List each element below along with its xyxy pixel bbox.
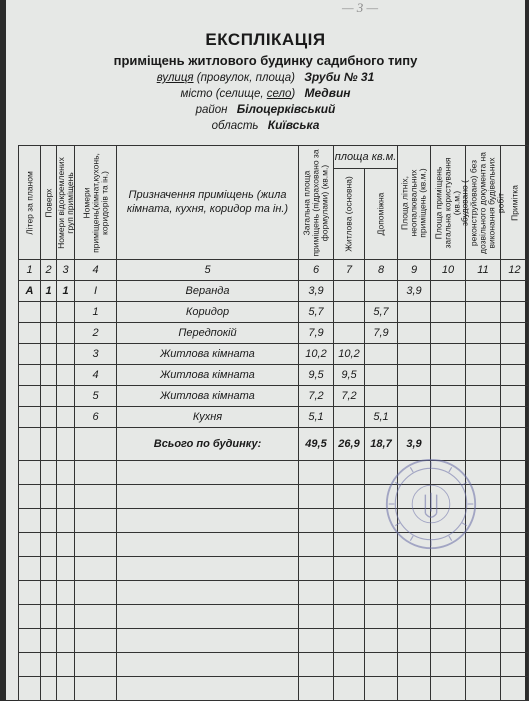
column-number-row: [19, 260, 529, 281]
cell-grupa: 1: [57, 281, 75, 302]
cell-grupa: [57, 365, 75, 386]
cell-empty: [466, 302, 501, 323]
column-number: 10: [431, 260, 466, 281]
region-label: область: [211, 120, 259, 132]
col-header-litni: Площа літніх, неопалювальних приміщень (кв.м.): [398, 146, 431, 260]
cell-poverkh: [41, 365, 57, 386]
col-header-zahalnoho: Площа приміщень загальна користування (кв.м.): [431, 146, 466, 260]
cell-empty: [431, 386, 466, 407]
table-row: [19, 302, 529, 323]
document-header: [6, 30, 525, 132]
cell-zhytlova: 10,2: [334, 344, 365, 365]
total-row: [19, 428, 529, 461]
total-zhytlova: 26,9: [334, 428, 365, 461]
cell-dopomizhna: [365, 365, 398, 386]
col-header-grupy: Номери відокремлених груп приміщень: [57, 146, 75, 260]
street-label-pre: вулиця: [156, 72, 194, 84]
cell-zahalna: 9,5: [299, 365, 334, 386]
col-header-zbudovano: збудовано ( реконструйовано) без дозвільного документа на виконання будівельних робіт: [466, 146, 501, 260]
cell-poverkh: [41, 344, 57, 365]
cell-nomer: I: [75, 281, 117, 302]
col-header-pryznachennia: Призначення приміщень (жила кімната, кухня, коридор та ін.): [117, 146, 299, 260]
cell-nazva: Передпокій: [117, 323, 299, 344]
region-line: [6, 118, 525, 132]
cell-litni: [398, 323, 431, 344]
cell-empty: [501, 386, 529, 407]
col-header-zhytlova: Житлова (основна): [334, 169, 365, 260]
empty-row: [19, 653, 529, 677]
table-row: [19, 407, 529, 428]
district-value: Білоцерківський: [236, 102, 336, 116]
cell-empty: [431, 323, 466, 344]
col-header-dopomizhna: Допоміжна: [365, 169, 398, 260]
cell-nomer: 3: [75, 344, 117, 365]
cell-zhytlova: [334, 281, 365, 302]
empty-row: [19, 677, 529, 701]
cell-empty: [466, 407, 501, 428]
cell-empty: [431, 365, 466, 386]
cell-dopomizhna: [365, 344, 398, 365]
column-number: 1: [19, 260, 41, 281]
empty-row: [19, 605, 529, 629]
column-number: 11: [466, 260, 501, 281]
cell-litera: [19, 344, 41, 365]
table-row: [19, 365, 529, 386]
cell-poverkh: [41, 407, 57, 428]
total-litni: 3,9: [398, 428, 431, 461]
cell-litni: 3,9: [398, 281, 431, 302]
street-line: [6, 70, 525, 84]
cell-litera: А: [19, 281, 41, 302]
cell-zhytlova: [334, 407, 365, 428]
table-row: [19, 281, 529, 302]
cell-grupa: [57, 302, 75, 323]
document-title: ЕКСПЛІКАЦІЯ: [205, 30, 326, 49]
city-label-pre: місто (селище,: [180, 88, 264, 100]
column-number: 8: [365, 260, 398, 281]
cell-nazva: Житлова кімната: [117, 386, 299, 407]
cell-empty: [501, 365, 529, 386]
col-header-prymitka: Примітка: [501, 146, 529, 260]
cell-litera: [19, 365, 41, 386]
cell-empty: [466, 386, 501, 407]
empty-row: [19, 581, 529, 605]
cell-zahalna: 5,7: [299, 302, 334, 323]
cell-grupa: [57, 386, 75, 407]
cell-poverkh: [41, 386, 57, 407]
cell-empty: [501, 344, 529, 365]
table-row: [19, 323, 529, 344]
cell-grupa: [57, 407, 75, 428]
cell-zhytlova: 9,5: [334, 365, 365, 386]
district-label: район: [195, 104, 228, 116]
cell-empty: [501, 323, 529, 344]
cell-litni: [398, 386, 431, 407]
cell-nomer: 2: [75, 323, 117, 344]
column-number: 12: [501, 260, 529, 281]
cell-litera: [19, 323, 41, 344]
col-header-zahalna: Загальна площа приміщень (підраховано за формулами) (кв.м.): [299, 146, 334, 260]
cell-nazva: Коридор: [117, 302, 299, 323]
cell-empty: [431, 407, 466, 428]
page-mark: — 3 —: [342, 0, 379, 15]
cell-nomer: 6: [75, 407, 117, 428]
column-number: 7: [334, 260, 365, 281]
document-page: [6, 0, 525, 700]
cell-zahalna: 7,2: [299, 386, 334, 407]
cell-nazva: Житлова кімната: [117, 344, 299, 365]
cell-zahalna: 10,2: [299, 344, 334, 365]
col-header-poverkh: Поверх: [41, 146, 57, 260]
cell-nazva: Веранда: [117, 281, 299, 302]
cell-empty: [431, 344, 466, 365]
cell-litera: [19, 407, 41, 428]
cell-nazva: Житлова кімната: [117, 365, 299, 386]
cell-zahalna: 5,1: [299, 407, 334, 428]
explication-table: [18, 145, 529, 701]
column-number: 5: [117, 260, 299, 281]
cell-zahalna: 7,9: [299, 323, 334, 344]
cell-empty: [501, 281, 529, 302]
cell-zhytlova: [334, 302, 365, 323]
total-zahalna: 49,5: [299, 428, 334, 461]
column-number: 9: [398, 260, 431, 281]
cell-nomer: 5: [75, 386, 117, 407]
cell-litni: [398, 344, 431, 365]
cell-dopomizhna: 5,1: [365, 407, 398, 428]
cell-poverkh: [41, 323, 57, 344]
cell-empty: [501, 407, 529, 428]
cell-empty: [466, 365, 501, 386]
district-line: [6, 102, 525, 116]
cell-dopomizhna: [365, 386, 398, 407]
header-row: [19, 146, 529, 169]
empty-row: [19, 629, 529, 653]
region-value: Київська: [267, 118, 320, 132]
official-seal-stamp: [384, 457, 478, 551]
cell-litni: [398, 302, 431, 323]
city-label-post: ): [291, 88, 296, 100]
document-subtitle: приміщень житлового будинку садибного типу: [113, 53, 418, 68]
cell-poverkh: [41, 302, 57, 323]
cell-nomer: 1: [75, 302, 117, 323]
cell-empty: [466, 344, 501, 365]
table-row: [19, 386, 529, 407]
cell-empty: [431, 302, 466, 323]
total-dopomizhna: 18,7: [365, 428, 398, 461]
cell-poverkh: 1: [41, 281, 57, 302]
cell-dopomizhna: 7,9: [365, 323, 398, 344]
cell-empty: [501, 302, 529, 323]
cell-empty: [466, 281, 501, 302]
column-number: 3: [57, 260, 75, 281]
cell-litni: [398, 365, 431, 386]
cell-nazva: Кухня: [117, 407, 299, 428]
column-number: 2: [41, 260, 57, 281]
cell-empty: [431, 281, 466, 302]
table-row: [19, 344, 529, 365]
street-value: Зруби № 31: [304, 70, 375, 84]
cell-nomer: 4: [75, 365, 117, 386]
cell-zhytlova: 7,2: [334, 386, 365, 407]
cell-dopomizhna: 5,7: [365, 302, 398, 323]
street-label-post: (провулок, площа): [196, 72, 295, 84]
col-header-litera: Літер за планом: [19, 146, 41, 260]
empty-row: [19, 557, 529, 581]
cell-zahalna: 3,9: [299, 281, 334, 302]
cell-grupa: [57, 323, 75, 344]
cell-litni: [398, 407, 431, 428]
cell-litera: [19, 386, 41, 407]
cell-grupa: [57, 344, 75, 365]
cell-dopomizhna: [365, 281, 398, 302]
city-line: [6, 86, 525, 100]
cell-litera: [19, 302, 41, 323]
cell-zhytlova: [334, 323, 365, 344]
city-value: Медвин: [304, 86, 351, 100]
column-number: 6: [299, 260, 334, 281]
column-number: 4: [75, 260, 117, 281]
cell-empty: [466, 323, 501, 344]
col-header-ploshcha-group: площа кв.м.: [334, 146, 398, 169]
col-header-nomery: Номери приміщень(кімнат,кухонь, коридорів та ін.): [75, 146, 117, 260]
total-label: Всього по будинку:: [117, 428, 299, 461]
city-label-selected: село: [266, 88, 292, 100]
